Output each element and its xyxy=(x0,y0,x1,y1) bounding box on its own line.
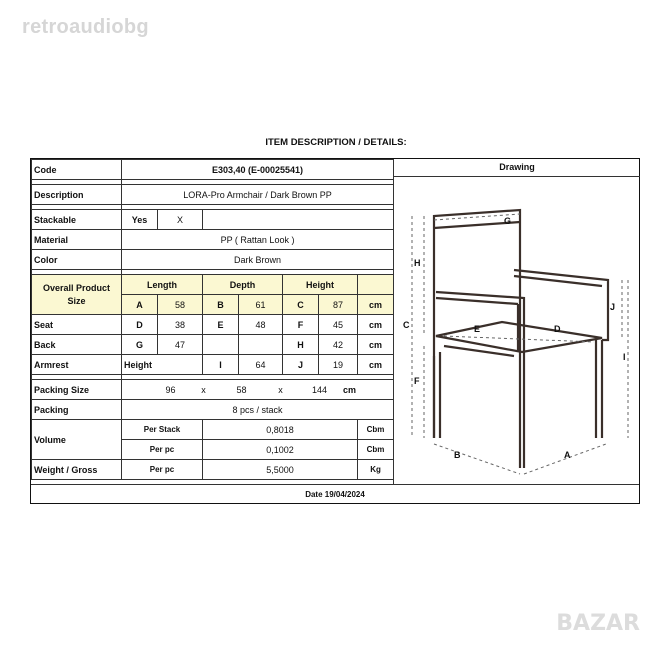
code-row xyxy=(32,160,394,180)
drawing-label-e: E xyxy=(474,324,481,334)
stackable-mark: X xyxy=(158,210,203,230)
height-header: Height xyxy=(283,275,358,295)
back-row xyxy=(32,335,394,355)
per-stack-label: Per Stack xyxy=(122,420,203,440)
dim-line-b xyxy=(434,444,520,474)
depth-header: Depth xyxy=(203,275,283,295)
material-row xyxy=(32,230,394,250)
dim-j-label: J xyxy=(283,355,319,375)
dim-b-value: 61 xyxy=(239,295,283,315)
seat-unit: cm xyxy=(358,315,394,335)
drawing-label-a: A xyxy=(564,450,571,460)
armrest-label: Armrest xyxy=(32,355,122,375)
dim-a-value: 58 xyxy=(158,295,203,315)
description-value: LORA-Pro Armchair / Dark Brown PP xyxy=(122,185,394,205)
back-unit: cm xyxy=(358,335,394,355)
spec-table xyxy=(31,159,394,480)
seat-label: Seat xyxy=(32,315,122,335)
bazar-logo: BAZAR xyxy=(556,611,640,636)
watermark-text: retroaudiobg xyxy=(22,16,149,38)
color-row xyxy=(32,250,394,270)
color-value: Dark Brown xyxy=(122,250,394,270)
packing-label: Packing xyxy=(32,400,122,420)
armrest-row xyxy=(32,355,394,375)
length-header: Length xyxy=(122,275,203,295)
code-label: Code xyxy=(32,160,122,180)
dim-g-label: G xyxy=(122,335,158,355)
dim-e-label: E xyxy=(203,315,239,335)
packing-size-row xyxy=(32,380,394,400)
weight-unit: Kg xyxy=(358,460,394,480)
weight-label: Weight / Gross xyxy=(32,460,122,480)
material-label: Material xyxy=(32,230,122,250)
drawing-label-g: G xyxy=(504,216,512,226)
drawing-label-h: H xyxy=(414,258,421,268)
volume-pc-unit: Cbm xyxy=(358,440,394,460)
back-label: Back xyxy=(32,335,122,355)
dim-c-label: C xyxy=(283,295,319,315)
color-label: Color xyxy=(32,250,122,270)
volume-label: Volume xyxy=(32,420,122,460)
dim-c-value: 87 xyxy=(319,295,358,315)
dim-i-label: I xyxy=(203,355,239,375)
material-value: PP ( Rattan Look ) xyxy=(122,230,394,250)
spec-sheet xyxy=(30,158,640,504)
seat-row xyxy=(32,315,394,335)
per-pc-value: 0,1002 xyxy=(203,440,358,460)
dim-d-value: 38 xyxy=(158,315,203,335)
dimensions-header-row xyxy=(32,275,394,295)
drawing-label-j: J xyxy=(610,302,616,312)
dim-h-label: H xyxy=(283,335,319,355)
per-pc-label: Per pc xyxy=(122,440,203,460)
armrest-height-label: Height xyxy=(122,355,203,375)
chair-drawing xyxy=(393,176,640,484)
dim-f-label: F xyxy=(283,315,319,335)
dim-b-label: B xyxy=(203,295,239,315)
volume-stack-row xyxy=(32,420,394,440)
stackable-label: Stackable xyxy=(32,210,122,230)
dim-f-value: 45 xyxy=(319,315,358,335)
pack-dim-1: 96 xyxy=(165,384,176,395)
page-title: ITEM DESCRIPTION / DETAILS: xyxy=(265,137,407,148)
drawing-label-b: B xyxy=(454,450,461,460)
armrest-unit: cm xyxy=(358,355,394,375)
description-row xyxy=(32,185,394,205)
pack-dim-3: 144 xyxy=(312,384,328,395)
pack-unit: cm xyxy=(343,384,357,395)
drawing-header: Drawing xyxy=(393,159,640,177)
dim-i-value: 64 xyxy=(239,355,283,375)
dim-g-value: 47 xyxy=(158,335,203,355)
volume-stack-unit: Cbm xyxy=(358,420,394,440)
date-footer: Date 19/04/2024 xyxy=(31,484,639,504)
weight-row xyxy=(32,460,394,480)
overall-size-label: Overall Product Size xyxy=(32,275,122,315)
dim-j-value: 19 xyxy=(319,355,358,375)
stackable-value: Yes xyxy=(122,210,158,230)
drawing-label-d: D xyxy=(554,324,561,334)
drawing-label-f: F xyxy=(414,376,420,386)
pack-dim-2: 58 xyxy=(236,384,247,395)
packing-size-label: Packing Size xyxy=(32,380,122,400)
dim-a-label: A xyxy=(122,295,158,315)
dim-h-value: 42 xyxy=(319,335,358,355)
weight-value: 5,5000 xyxy=(203,460,358,480)
packing-value: 8 pcs / stack xyxy=(122,400,394,420)
stackable-row xyxy=(32,210,394,230)
pack-x-2: x xyxy=(278,384,283,395)
drawing-label-c: C xyxy=(403,320,410,330)
dim-e-value: 48 xyxy=(239,315,283,335)
chair-drawing-svg xyxy=(394,176,640,484)
description-label: Description xyxy=(32,185,122,205)
pack-x-1: x xyxy=(201,384,206,395)
weight-per-pc-label: Per pc xyxy=(122,460,203,480)
dim-d-label: D xyxy=(122,315,158,335)
code-value: E303,40 (E-00025541) xyxy=(122,160,394,180)
packing-row xyxy=(32,400,394,420)
chair-left-armrest-lower xyxy=(436,298,518,304)
per-stack-value: 0,8018 xyxy=(203,420,358,440)
drawing-label-i: I xyxy=(623,352,626,362)
overall-unit: cm xyxy=(358,295,394,315)
